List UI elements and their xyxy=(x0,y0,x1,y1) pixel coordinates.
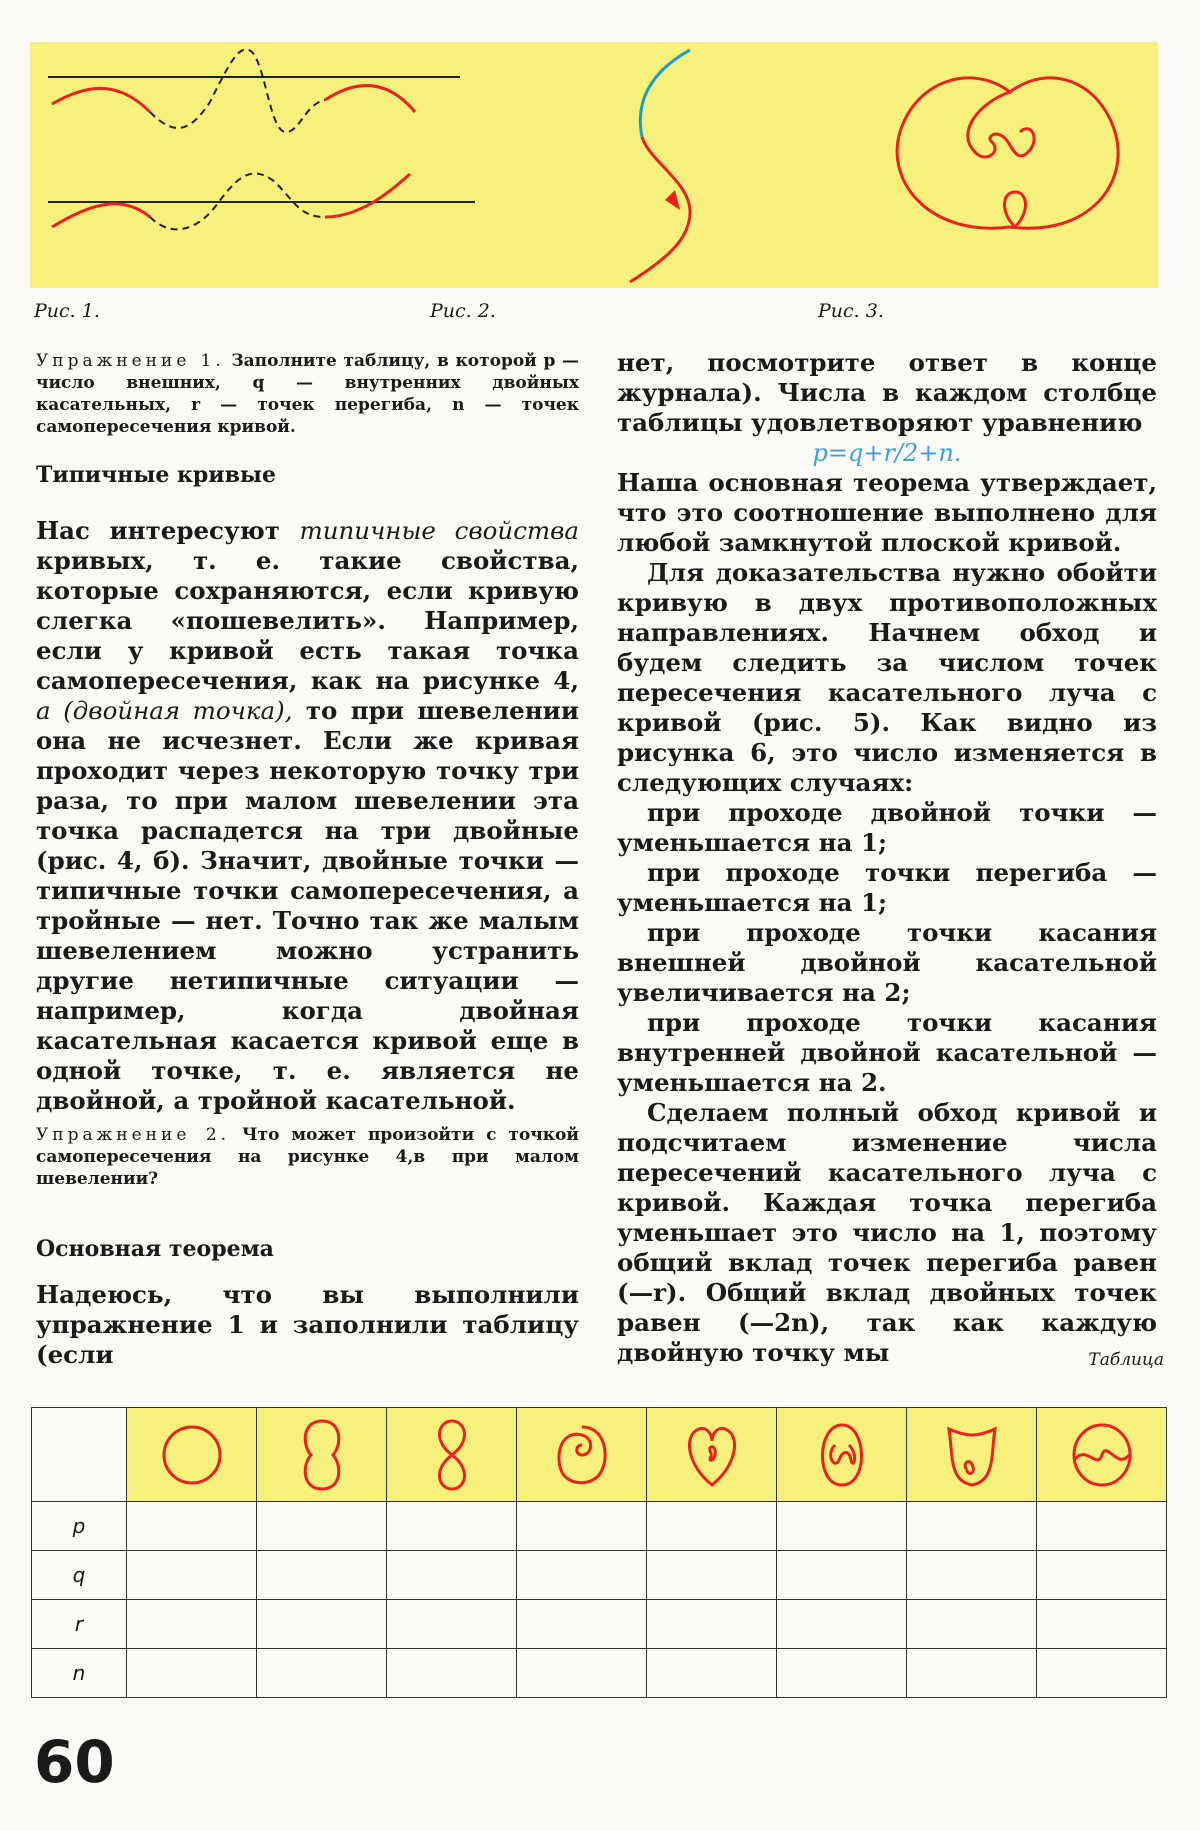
table-cell[interactable] xyxy=(777,1600,907,1649)
table-cell[interactable] xyxy=(127,1502,257,1551)
peanut-curve-icon xyxy=(257,1408,387,1502)
caption-fig3: Рис. 3. xyxy=(818,300,884,322)
section-title-typical: Типичные кривые xyxy=(36,462,276,488)
table-cell[interactable] xyxy=(647,1649,777,1698)
exercise-table xyxy=(31,1407,1167,1698)
typical-p1-a: Нас интересуют xyxy=(36,516,280,545)
circle-curve-icon xyxy=(127,1408,257,1502)
left-column xyxy=(36,350,579,1370)
caption-fig2: Рис. 2. xyxy=(430,300,496,322)
equation: p=q+r/2+n. xyxy=(812,439,962,467)
table-title: Таблица xyxy=(1088,1350,1164,1370)
table-cell[interactable] xyxy=(907,1649,1037,1698)
table-cell[interactable] xyxy=(517,1502,647,1551)
table-cell[interactable] xyxy=(1037,1502,1167,1551)
figures-illustration xyxy=(30,42,1158,288)
page-number: 60 xyxy=(34,1728,115,1796)
table-cell[interactable] xyxy=(517,1551,647,1600)
typical-p1-c: то при шевелении она не исчезнет. Если же кривая проходит через некоторую точку три раза, то при малом шевелении эта точка распадется на три двойные (рис. 4, б). Значит, двойные точки — типичные точки самопересечения, а тройные — нет. Точно так же малым шевелением можно устранить другие нетипичные ситуации — например, когда двойная касательная касается кривой еще в одной точке, т. е. является не двойной, а тройной касательной. xyxy=(36,696,579,1115)
table-cell[interactable] xyxy=(777,1502,907,1551)
exercise-2-label: Упражнение 2. xyxy=(36,1125,231,1145)
right-case-3: при проходе точки касания внешней двойной касательной увеличивается на 2; xyxy=(617,918,1157,1007)
table-cell[interactable] xyxy=(127,1649,257,1698)
table-cell[interactable] xyxy=(907,1600,1037,1649)
figure-band xyxy=(30,42,1158,288)
right-p1: Наша основная теорема утверждает, что это соотношение выполнено для любой замкнутой плоской кривой. xyxy=(617,468,1157,557)
section-title-theorem: Основная теорема xyxy=(36,1236,274,1262)
table-cell[interactable] xyxy=(387,1551,517,1600)
right-p2: Для доказательства нужно обойти кривую в двух противоположных направлениях. Начнем обход и будем следить за числом точек пересечения касательного луча с кривой (рис. 5). Как видно из рисунка 6, это число изменяется в следующих случаях: xyxy=(617,558,1157,797)
exercise-1 xyxy=(36,350,579,438)
theorem-p1: Надеюсь, что вы выполнили упражнение 1 и заполнили таблицу (если xyxy=(36,1280,579,1369)
table-row xyxy=(32,1600,1167,1649)
section-typical-body xyxy=(36,516,579,1116)
table-cell[interactable] xyxy=(907,1551,1037,1600)
table-cell[interactable] xyxy=(517,1600,647,1649)
table-cell[interactable] xyxy=(127,1551,257,1600)
exercise-1-text: Заполните таблицу, в которой p — число внешних, q — внутренних двойных касательных, r — точек перегиба, n — точек самопересечения кривой. xyxy=(36,351,579,437)
exercise-2-text: Что может произойти с точкой самопересечения на рисунке 4,в при малом шевелении? xyxy=(36,1125,579,1189)
table-cell[interactable] xyxy=(647,1600,777,1649)
table-cell[interactable] xyxy=(1037,1649,1167,1698)
table-row xyxy=(32,1502,1167,1551)
caption-fig1: Рис. 1. xyxy=(34,300,100,322)
table-row xyxy=(32,1551,1167,1600)
table-cell[interactable] xyxy=(777,1551,907,1600)
table-cell[interactable] xyxy=(907,1502,1037,1551)
table-cell[interactable] xyxy=(387,1649,517,1698)
heart-loop-curve-icon xyxy=(647,1408,777,1502)
typical-p1-b: кривых, т. е. такие свойства, которые сохраняются, если кривую слегка «пошевелить». Например, если у кривой есть такая точка самопересечения, как на рисунке 4, xyxy=(36,546,579,695)
table-cell[interactable] xyxy=(387,1502,517,1551)
right-case-4: при проходе точки касания внутренней двойной касательной — уменьшается на 2. xyxy=(617,1008,1157,1097)
right-p0: нет, посмотрите ответ в конце журнала). Числа в каждом столбце таблицы удовлетворяют уравнению xyxy=(617,348,1157,437)
table-cell[interactable] xyxy=(127,1600,257,1649)
table-cell[interactable] xyxy=(387,1600,517,1649)
row-label-p: p xyxy=(32,1502,127,1551)
table-cell[interactable] xyxy=(647,1502,777,1551)
table-cell[interactable] xyxy=(517,1649,647,1698)
exercise-1-label: Упражнение 1. xyxy=(36,351,225,371)
table-cell[interactable] xyxy=(257,1600,387,1649)
table-cell[interactable] xyxy=(257,1502,387,1551)
theta-loop-curve-icon xyxy=(1037,1408,1167,1502)
inner-loop-curve-icon xyxy=(517,1408,647,1502)
row-label-q: q xyxy=(32,1551,127,1600)
table-cell[interactable] xyxy=(777,1649,907,1698)
table-header-row xyxy=(32,1408,1167,1502)
exercise-2 xyxy=(36,1124,579,1190)
table-row xyxy=(32,1649,1167,1698)
row-label-n: n xyxy=(32,1649,127,1698)
table-cell[interactable] xyxy=(257,1551,387,1600)
table-cell[interactable] xyxy=(1037,1600,1167,1649)
table-cell[interactable] xyxy=(257,1649,387,1698)
right-column xyxy=(617,348,1157,1368)
cup-loop-curve-icon xyxy=(907,1408,1037,1502)
double-loop-curve-icon xyxy=(777,1408,907,1502)
row-label-r: r xyxy=(32,1600,127,1649)
section-theorem-body xyxy=(36,1280,579,1370)
typical-p1-em: типичные свойства xyxy=(299,516,580,545)
figure-eight-curve-icon xyxy=(387,1408,517,1502)
table-corner xyxy=(32,1408,127,1502)
right-p3: Сделаем полный обход кривой и подсчитаем изменение числа пересечений касательного луча с кривой. Каждая точка перегиба уменьшает это число на 1, поэтому общий вклад точек перегиба равен (—r). Общий вклад двойных точек равен (—2n), так как каждую двойную точку мы xyxy=(617,1098,1157,1367)
right-case-1: при проходе двойной точки — уменьшается на 1; xyxy=(617,798,1157,857)
table-cell[interactable] xyxy=(1037,1551,1167,1600)
table-cell[interactable] xyxy=(647,1551,777,1600)
typical-p1-em2: а (двойная точка), xyxy=(36,696,293,725)
right-case-2: при проходе точки перегиба — уменьшается на 1; xyxy=(617,858,1157,917)
